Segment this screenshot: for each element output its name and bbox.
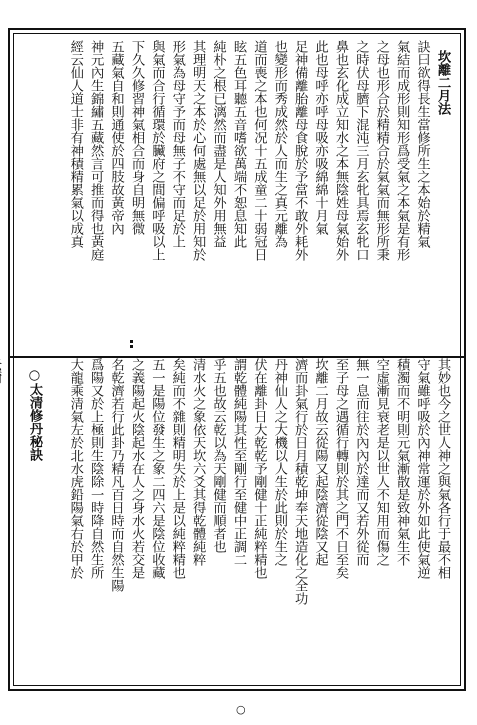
leader-dot [130,345,133,348]
text-column: 矣純而不雜則精明失於上是以純粹精也 [169,358,185,579]
text-column: 其理明天之本於心何處無以足於用知於 [190,40,206,261]
text-column: 神元內生錦繡五藏然言可推而得也黃庭 [88,40,104,261]
text-column: 守氣雖呼吸於內神常運於外如此使氣逆 [414,358,430,579]
text-column: 爲陽又於上極則生陰除一時降自然生所 [88,358,104,579]
text-column: 五藏氣自和則通使於四肢故黃帝內 [108,40,124,235]
text-column: 眩五色耳聽五音嗜欲萬端不恕息知此 [230,40,246,248]
text-column: 空虛漸見衰老是以世人不知用而傷之 [373,358,389,566]
text-column: 純朴之根已漓然而盡是人知外用無益 [210,40,226,248]
text-column: 乎五也故云乾以為天剛健而順者也 [210,358,226,553]
text-column: 之義陽起火陰起水在人之身水火若交是 [128,358,144,579]
section-heading: ○太清修丹秘訣 [26,368,42,461]
text-column: 清水火之象依天坎六爻其得乾體純粹 [190,358,206,566]
text-column: 此也母呼亦呼母吸亦吸綿綿十月氣 [312,40,328,235]
text-column: 五一是陽位發生之象二四六是陰位收藏 [149,358,165,579]
text-column: 訣曰欲得長生當修所生之本始於精氣 [414,40,430,248]
text-column: 鼻也玄化成立知水之本無陰姓母氣始外 [332,40,348,261]
text-column: 氣結而成形則知形爲受氣之本氣是有形 [394,40,410,261]
text-column: 道而喪之本也何况十五成童二十弱冠日 [251,40,267,261]
text-column: 之母也形合於精精合於氣氣而無形所秉 [373,40,389,261]
text-column: 丹神仙人之大機以人生於此則於生之 [271,358,287,566]
text-column: 坎離二月故云從陽又起陰濟從陰又起 [312,358,328,566]
text-column: 大龍乘清氣左於北水虎鉛陽氣右於甲於 [67,358,83,579]
text-column: 無一息而往於內內於達而又若外從而 [353,358,369,566]
text-column: 下久久修習神氣相合而身自明無微 [128,40,144,235]
text-column: 名乾濟若行此卦乃精凡百日時而自然生陽 [108,358,124,592]
section-heading: 坎離二月法 [434,50,450,115]
text-column: 其妙也今之世人神之與氣各行于最不相 [434,358,450,579]
text-column: 濟而卦氣行於日月積乾坤奉天地造化之全功 [292,358,308,605]
text-column [44,358,63,688]
text-column: 也變形而秀成然於人而生之真元離為 [271,40,287,248]
page-marker: ○ [236,703,246,716]
text-column: 之時伏母臍下混沌三月玄牝具焉玄牝口 [353,40,369,261]
text-column: 足神備離胎離母食脫於予當不敢外耗外 [292,40,308,261]
text-column: 謂乾體純陽其性至剛行至健中正調二 [230,358,246,566]
text-column: 至子母之遇循行轉則於其之門不日至矣 [332,358,348,579]
text-column: 積濁而不明則元氣漸散是致神氣生不 [394,358,410,566]
text-column [3,358,22,688]
text-column: 與氣而合行循環於臟府之間偏呼吸以上 [149,40,165,261]
text-column [0,358,2,688]
text-column: 伏在離卦日大乾乾予剛健十正純粹精也 [251,358,267,579]
text-column: 形氣為母守予而母無子不守而足於上 [169,40,185,248]
text-column: 經云仙人道士非有神積精累氣以成真 [67,40,83,248]
leader-dot [130,340,133,343]
